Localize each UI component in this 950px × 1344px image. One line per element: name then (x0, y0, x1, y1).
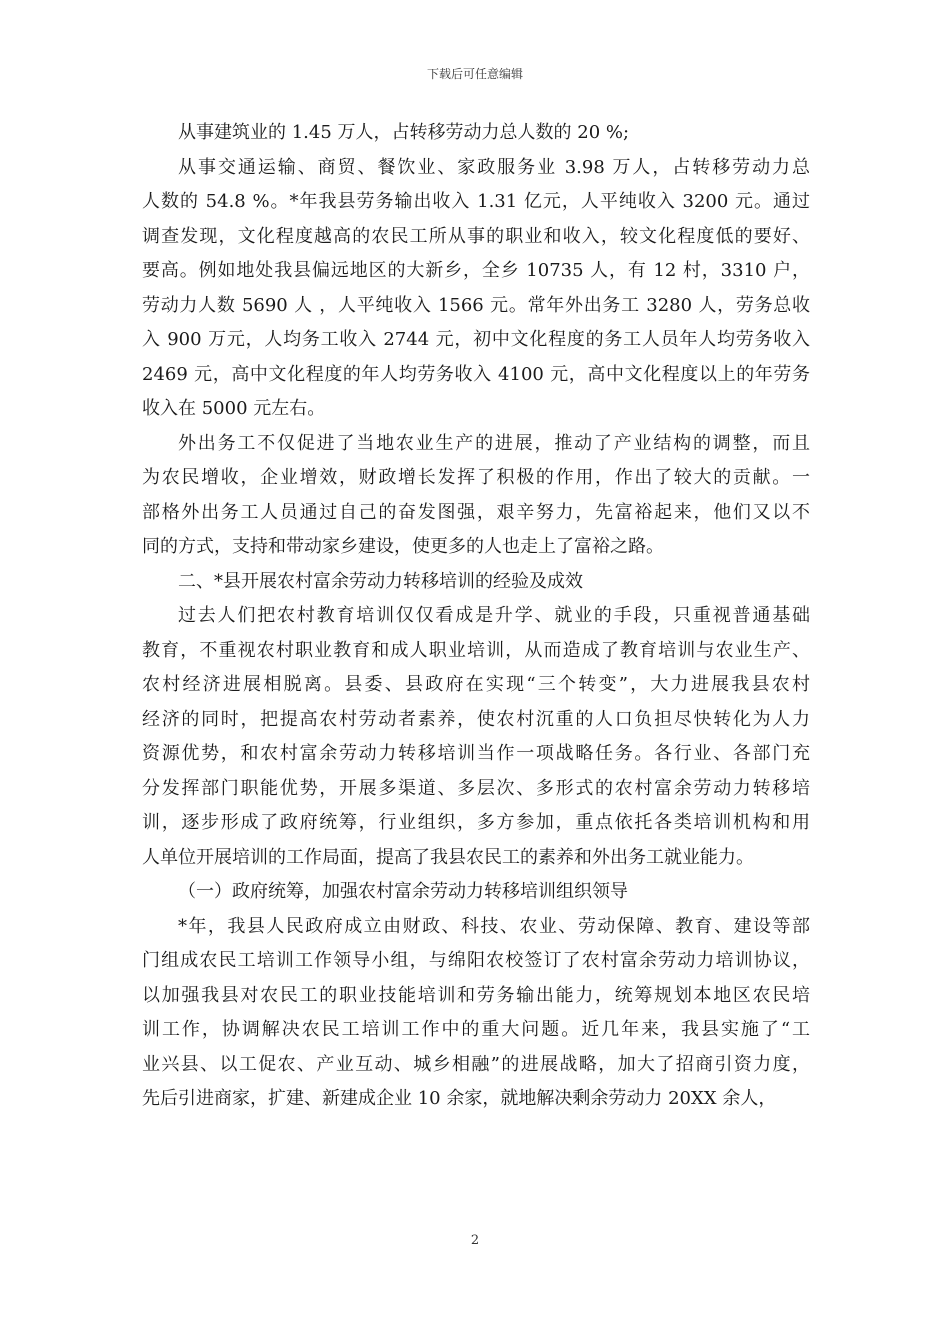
paragraph (142, 427, 810, 565)
text-line: 训工作，协调解决农民工培训工作中的重大问题。近几年来，我县实施了“工 (142, 1019, 810, 1040)
text-line: 入 900 万元，人均务工收入 2744 元，初中文化程度的务工人员年人均劳务收入 (142, 329, 810, 350)
paragraph (142, 910, 810, 1117)
text-line: 部格外出务工人员通过自己的奋发图强，艰辛努力，先富裕起来，他们又以不 (142, 501, 810, 523)
text-line: 分发挥部门职能优势，开展多渠道、多层次、多形式的农村富余劳动力转移培 (142, 777, 810, 799)
paragraph (142, 116, 810, 151)
paragraph (142, 151, 810, 427)
text-line: 教育，不重视农村职业教育和成人职业培训，从而造成了教育培训与农业生产、 (142, 639, 810, 661)
text-line: 先后引进商家，扩建、新建成企业 10 余家，就地解决剩余劳动力 20XX 余人， (142, 1088, 777, 1109)
page-number: 2 (470, 1233, 480, 1248)
text-line: 农村经济进展相脱离。县委、县政府在实现“三个转变”，大力进展我县农村 (142, 674, 810, 695)
text-line: 业兴县、以工促农、产业互动、城乡相融”的进展战略，加大了招商引资力度， (142, 1053, 810, 1075)
text-line: 调查发现，文化程度越高的农民工所从事的职业和收入，较文化程度低的要好、 (142, 225, 810, 247)
text-line: 要高。例如地处我县偏远地区的大新乡，全乡 10735 人，有 12 村，3310 户， (142, 260, 810, 281)
text-line: 收入在 5000 元左右。 (142, 398, 326, 419)
text-line: 二、*县开展农村富余劳动力转移培训的经验及成效 (178, 570, 583, 592)
text-line: 从事交通运输、商贸、餐饮业、家政服务业 3.98 万人，占转移劳动力总 (178, 156, 810, 178)
text-line: 资源优势，和农村富余劳动力转移培训当作一项战略任务。各行业、各部门充 (142, 743, 810, 764)
text-line: 2469 元，高中文化程度的年人均劳务收入 4100 元，高中文化程度以上的年劳务 (142, 363, 810, 385)
text-line: 外出务工不仅促进了当地农业生产的进展，推动了产业结构的调整，而且 (178, 432, 810, 454)
text-line: *年，我县人民政府成立由财政、科技、农业、劳动保障、教育、建设等部 (178, 915, 810, 937)
text-line: 为农民增收，企业增效，财政增长发挥了积极的作用，作出了较大的贡献。一 (142, 467, 810, 488)
paragraph (142, 875, 810, 910)
text-line: （一）政府统筹，加强农村富余劳动力转移培训组织领导 (178, 881, 628, 902)
text-line: 人单位开展培训的工作局面，提高了我县农民工的素养和外出务工就业能力。 (142, 846, 754, 868)
paragraph (142, 599, 810, 875)
text-line: 以加强我县对农民工的职业技能培训和劳务输出能力，统筹规划本地区农民培 (142, 984, 810, 1006)
document-body (142, 116, 810, 1117)
page-header: 下载后可任意编辑 (426, 67, 523, 81)
text-line: 过去人们把农村教育培训仅仅看成是升学、就业的手段，只重视普通基础 (178, 605, 810, 626)
text-line: 训，逐步形成了政府统筹，行业组织，多方参加，重点依托各类培训机构和用 (142, 812, 810, 833)
text-line: 同的方式，支持和带动家乡建设，使更多的人也走上了富裕之路。 (142, 536, 664, 557)
text-line: 人数的 54.8 %。*年我县劳务输出收入 1.31 亿元，人平纯收入 3200 元。通过 (142, 191, 810, 212)
text-line: 门组成农民工培训工作领导小组，与绵阳农校签订了农村富余劳动力培训协议， (142, 950, 810, 971)
paragraph (142, 565, 810, 600)
text-line: 从事建筑业的 1.45 万人，占转移劳动力总人数的 20 %; (178, 122, 630, 143)
text-line: 劳动力人数 5690 人 ，人平纯收入 1566 元。常年外出务工 3280 人，劳务总收 (142, 294, 810, 316)
text-line: 经济的同时，把提高农村劳动者素养，使农村沉重的人口负担尽快转化为人力 (142, 708, 810, 730)
